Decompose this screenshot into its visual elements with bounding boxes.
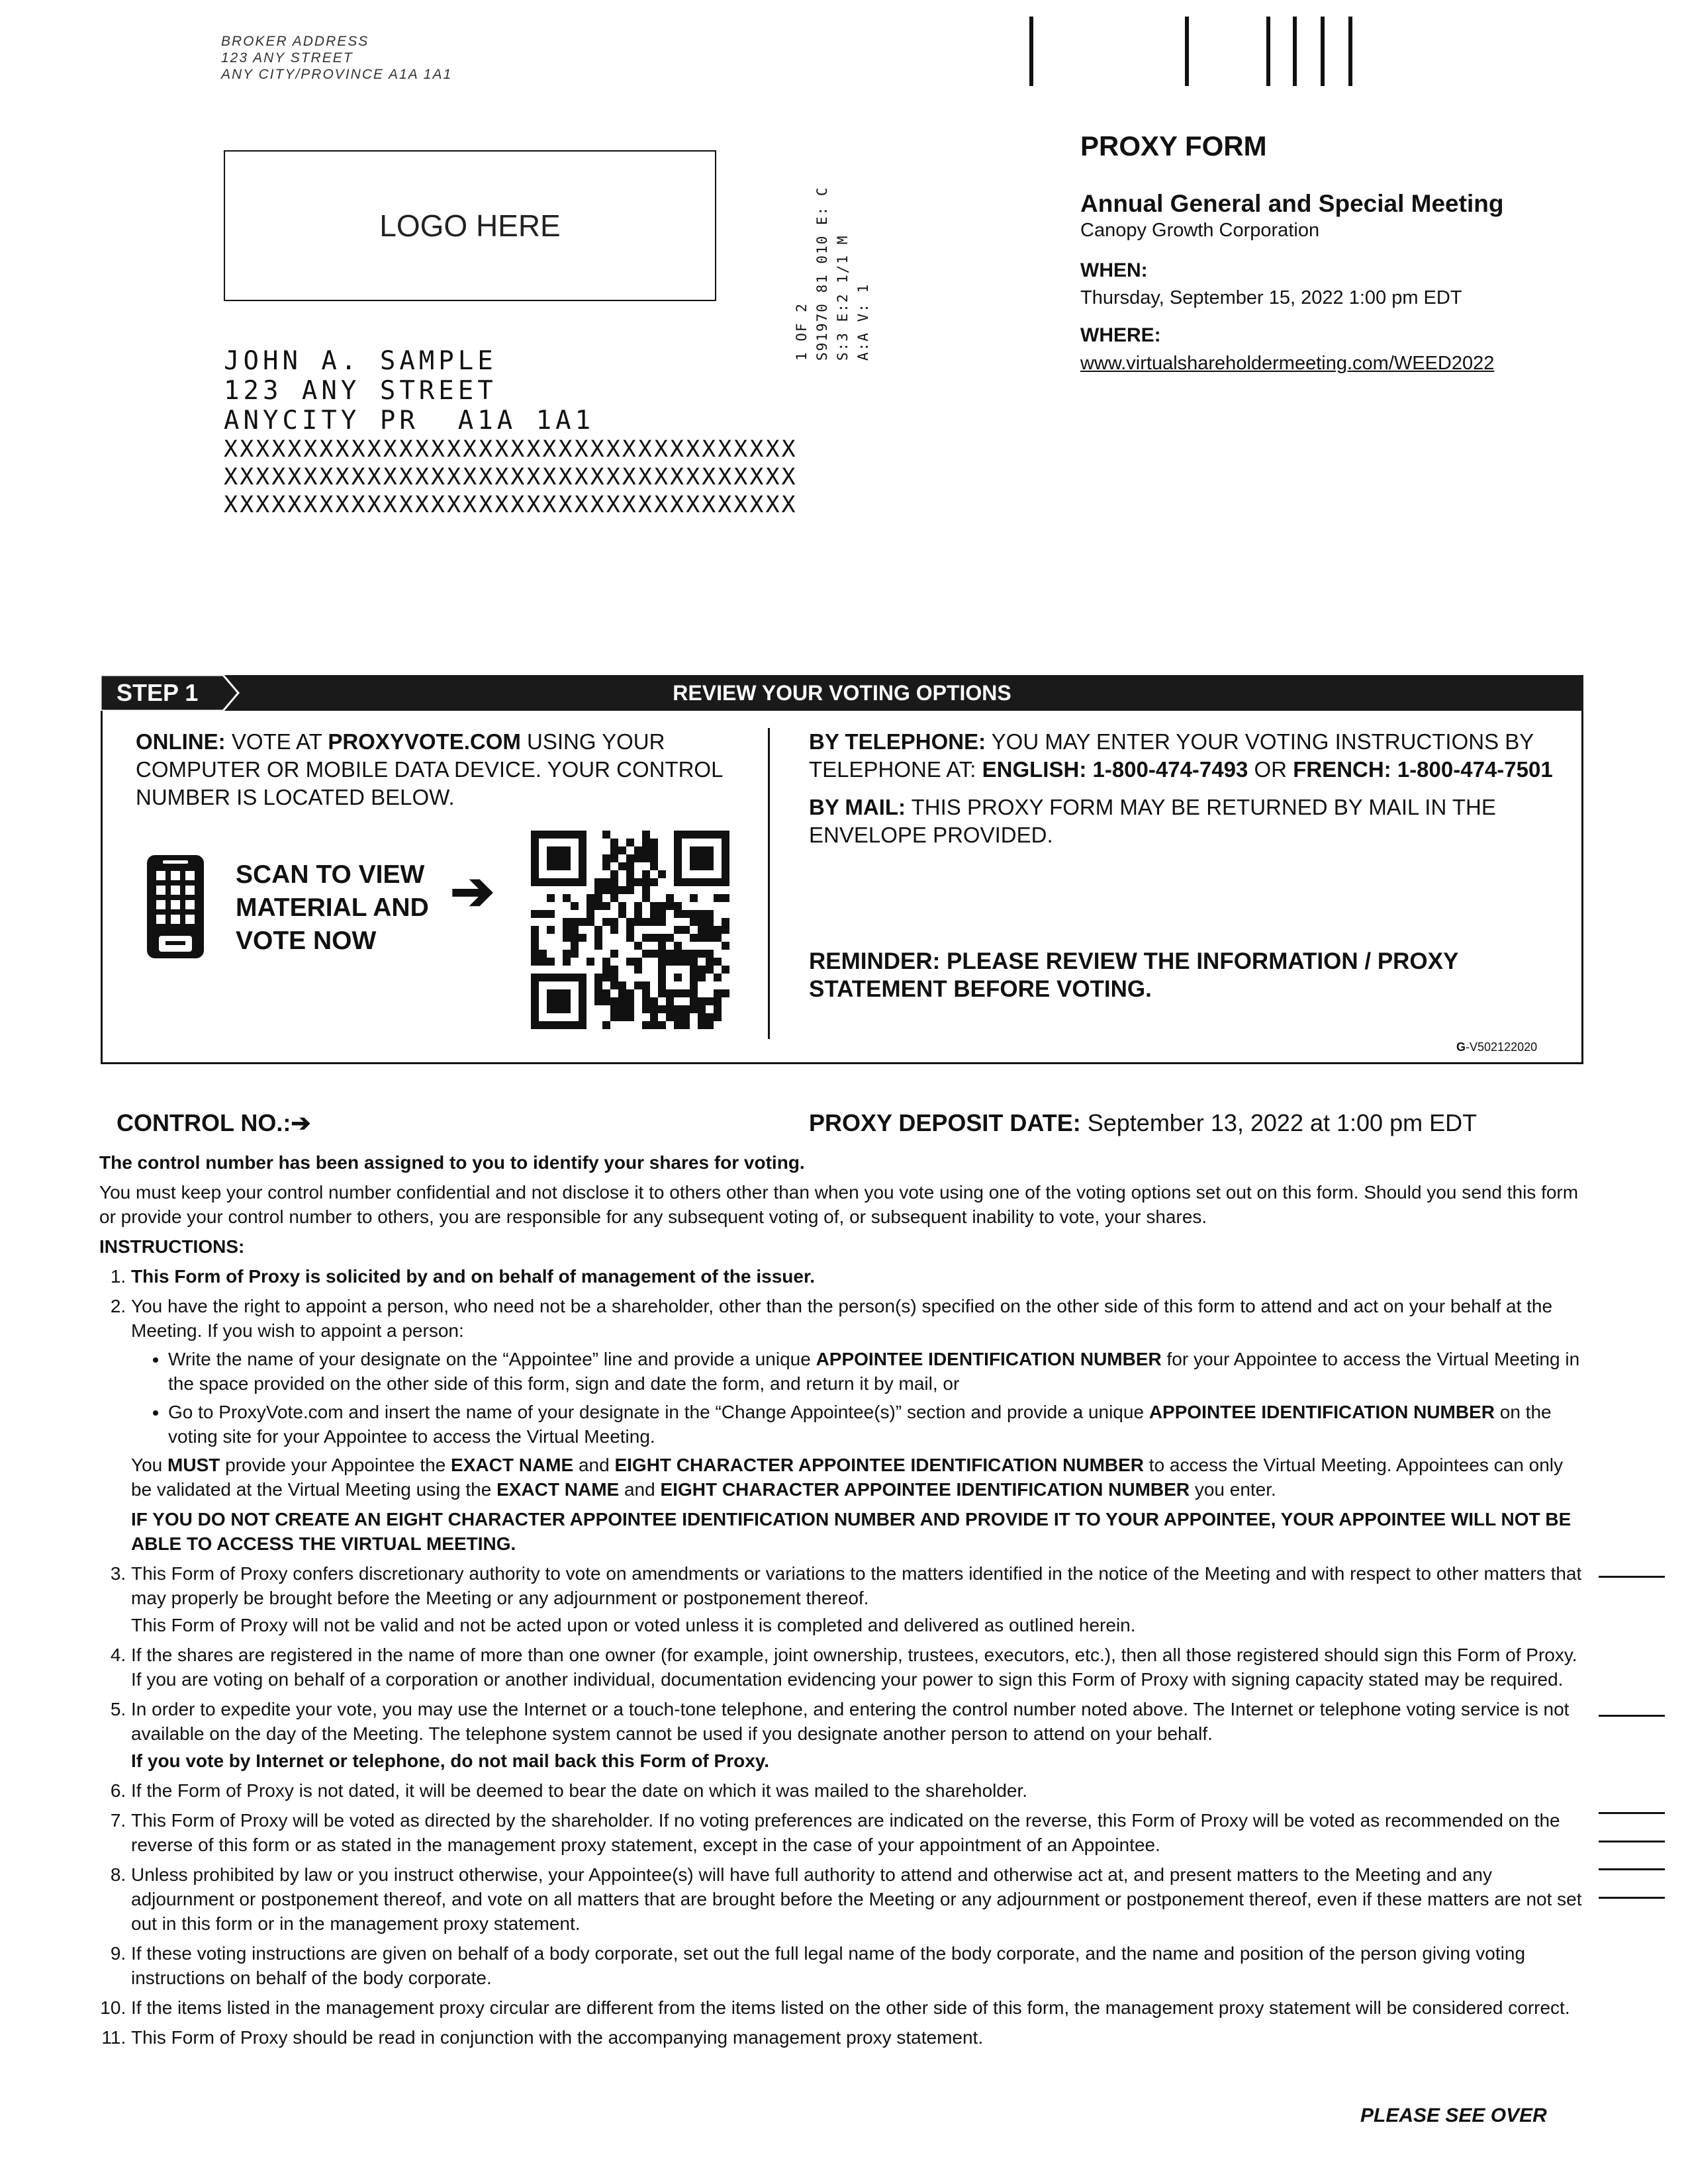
appointee-options (131, 1347, 1583, 1449)
tracking-line: S:3 E:2 1/1 M (835, 234, 851, 361)
options-divider (768, 728, 770, 1039)
list-item (131, 2025, 1583, 2050)
instruction-text: If the Form of Proxy is not dated, it will be deemed to bear the date on which it was mailed to the shareholder. (131, 1780, 1028, 1801)
margin-tick (1599, 1812, 1665, 1814)
bullet-text: Write the name of your designate on the “Appointee” line and provide a unique (168, 1349, 816, 1369)
list-item (131, 1941, 1583, 1990)
list-item (131, 1862, 1583, 1936)
postal-barcode (1029, 17, 1360, 86)
scan-line: SCAN TO VIEW (236, 860, 425, 889)
list-item (131, 1778, 1583, 1803)
mail-option (809, 794, 1564, 849)
form-code (1456, 1040, 1537, 1054)
tracking-line: S91970 81 010 E: C (814, 186, 830, 361)
recipient-line: JOHN A. SAMPLE (224, 346, 497, 376)
instructions-list (99, 1264, 1583, 2050)
margin-tick (1599, 1576, 1665, 1578)
meeting-link[interactable]: www.virtualshareholdermeeting.com/WEED2022 (1080, 353, 1495, 374)
instruction-text: This Form of Proxy confers discretionary authority to vote on amendments or variations to the matters identified in the notice of the Meeting and with respect to other matters that may properly be brought before the Meeting or any adjournment or postponement thereof. (131, 1563, 1582, 1608)
instructions-body (99, 1150, 1583, 2055)
online-label: ONLINE: (136, 729, 226, 754)
instruction-text: If the items listed in the management proxy circular are different from the items listed on the other side of this form, the management proxy statement will be considered correct. (131, 1997, 1570, 2018)
telephone-option (809, 728, 1564, 784)
warning-note: IF YOU DO NOT CREATE AN EIGHT CHARACTER APPOINTEE IDENTIFICATION NUMBER AND PROVIDE IT TO YOUR APPOINTEE, YOUR APPOINTEE WILL NOT BE ABLE TO ACCESS THE VIRTUAL MEETING. (131, 1509, 1571, 1554)
online-text: USING YOUR COMPUTER OR MOBILE DATA DEVICE. YOUR CONTROL NUMBER IS LOCATED BELOW. (136, 729, 723, 809)
logo-placeholder (224, 150, 716, 301)
deposit-value: September 13, 2022 at 1:00 pm EDT (1080, 1109, 1477, 1136)
form-code-prefix: G (1456, 1040, 1466, 1054)
bullet-text: on the voting site for your Appointee to access the Virtual Meeting. (168, 1402, 1552, 1447)
telephone-label: BY TELEPHONE: (809, 729, 986, 754)
instruction-text: This Form of Proxy will be voted as directed by the shareholder. If no voting preferences are indicated on the reverse, this Form of Proxy will be voted as recommended on the reverse of this form or as stated in the management proxy statement, except in the case of your appointment of an Appointee. (131, 1810, 1560, 1855)
instruction-text: If the shares are registered in the name of more than one owner (for example, joint ownership, trustees, executors, etc.), then all those registered should sign this Form of Proxy. If you are voting on behalf of a corporation or another individual, documentation evidencing your power to sign this Form of Proxy with signing capacity stated may be required. (131, 1645, 1577, 1690)
list-item (131, 1643, 1583, 1692)
mail-label: BY MAIL: (809, 795, 906, 819)
meeting-name: Annual General and Special Meeting (1080, 190, 1504, 217)
english-phone[interactable]: ENGLISH: 1-800-474-7493 (982, 757, 1248, 782)
scan-line: MATERIAL AND (236, 893, 429, 922)
instruction-text: This Form of Proxy should be read in conjunction with the accompanying management proxy statement. (131, 2027, 984, 2048)
online-option (136, 728, 745, 811)
list-item (168, 1347, 1583, 1396)
instruction-text: If you vote by Internet or telephone, do not mail back this Form of Proxy. (131, 1751, 770, 1771)
when-label: WHEN: (1080, 259, 1148, 281)
assigned-note: The control number has been assigned to you to identify your shares for voting. (99, 1152, 805, 1173)
list-item (131, 1264, 1583, 1289)
tracking-codes (792, 136, 871, 361)
instruction-text: If these voting instructions are given on behalf of a body corporate, set out the full legal name of the body corporate, and the name and position of the person giving voting instructions on behalf of the body corporate. (131, 1943, 1526, 1988)
bullet-emphasis: APPOINTEE IDENTIFICATION NUMBER (816, 1349, 1162, 1369)
instruction-text: This Form of Proxy is solicited by and on behalf of management of the issuer. (131, 1266, 816, 1287)
list-item (131, 1697, 1583, 1773)
bullet-text: Go to ProxyVote.com and insert the name of your designate in the “Change Appointee(s)” section and provide a unique (168, 1402, 1149, 1422)
scan-line: VOTE NOW (236, 927, 377, 955)
mobile-phone-icon (146, 854, 205, 960)
recipient-line: 123 ANY STREET (224, 376, 497, 406)
tracking-line: A:A V: 1 (855, 283, 871, 361)
list-item (131, 1294, 1583, 1556)
margin-tick (1599, 1841, 1665, 1843)
bullet-text: for your Appointee to access the Virtual Meeting in the space provided on the other side of this form, sign and date the form, and return it by mail, or (168, 1349, 1580, 1394)
step-label: STEP 1 (117, 679, 199, 706)
arrow-right-icon: ➔ (450, 862, 495, 921)
reminder-text: REMINDER: PLEASE REVIEW THE INFORMATION / PROXY STATEMENT BEFORE VOTING. (809, 948, 1458, 1002)
instruction-text: In order to expedite your vote, you may use the Internet or a touch-tone telephone, and entering the control number noted above. The Internet or telephone voting service is not available on the day of the Meeting. The telephone system cannot be used if you designate another person to attend on your behalf. (131, 1699, 1570, 1744)
masked-line: XXXXXXXXXXXXXXXXXXXXXXXXXXXXXXXXXXXX (224, 492, 798, 518)
bullet-emphasis: APPOINTEE IDENTIFICATION NUMBER (1149, 1402, 1495, 1422)
french-phone[interactable]: FRENCH: 1-800-474-7501 (1293, 757, 1553, 782)
broker-line: 123 ANY STREET (221, 50, 353, 66)
company-name: Canopy Growth Corporation (1080, 220, 1320, 241)
telephone-text: YOU MAY ENTER YOUR VOTING INSTRUCTIONS BY TELEPHONE AT: (809, 729, 1534, 782)
form-code-number: -V502122020 (1466, 1040, 1538, 1054)
recipient-address (224, 346, 798, 519)
qr-code[interactable] (531, 831, 729, 1029)
proxy-deposit-date (809, 1109, 1477, 1137)
mail-text: THIS PROXY FORM MAY BE RETURNED BY MAIL IN THE ENVELOPE PROVIDED. (809, 795, 1496, 847)
broker-address (221, 33, 452, 83)
instruction-text: Unless prohibited by law or you instruct otherwise, your Appointee(s) will have full authority to attend and otherwise act at, and present matters to the Meeting and any adjournment or postponement thereof, and vote on all matters that are brought before the Meeting or any adjournment or postponement thereof, even if these matters are not set out in this form or in the management proxy statement. (131, 1864, 1582, 1934)
margin-tick (1599, 1897, 1665, 1899)
list-item (168, 1400, 1583, 1449)
must-provide-note: You MUST provide your Appointee the EXACT NAME and EIGHT CHARACTER APPOINTEE IDENTIFICATION NUMBER to access the Virtual Meeting. Appointees can only be validated at the Virtual Meeting using the EXACT NAME and EIGHT CHARACTER APPOINTEE IDENTIFICATION NUMBER you enter. (131, 1455, 1563, 1500)
scan-instructions (236, 858, 461, 958)
logo-text: LOGO HERE (379, 208, 561, 243)
margin-tick (1599, 1868, 1665, 1870)
instruction-text: This Form of Proxy will not be valid and not be acted upon or voted unless it is completed and delivered as outlined herein. (131, 1615, 1136, 1635)
list-item (131, 1995, 1583, 2020)
masked-line: XXXXXXXXXXXXXXXXXXXXXXXXXXXXXXXXXXXX (224, 436, 798, 463)
instructions-heading: INSTRUCTIONS: (99, 1236, 245, 1257)
where-label: WHERE: (1080, 324, 1161, 346)
step-title: REVIEW YOUR VOTING OPTIONS (673, 681, 1011, 705)
please-see-over: PLEASE SEE OVER (1360, 2105, 1547, 2126)
margin-tick (1599, 1715, 1665, 1717)
page-title: PROXY FORM (1080, 130, 1267, 161)
masked-line: XXXXXXXXXXXXXXXXXXXXXXXXXXXXXXXXXXXX (224, 464, 798, 490)
tracking-line: 1 OF 2 (794, 302, 810, 361)
when-value: Thursday, September 15, 2022 1:00 pm EDT (1080, 287, 1462, 308)
online-text: VOTE AT (225, 729, 328, 754)
confidential-note: You must keep your control number confidential and not disclose it to others other than when you vote using one of the voting options set out on this form. Should you send this form or provide your control number to others, you are responsible for any subsequent voting of, or subsequent inability to vote, your shares. (99, 1182, 1579, 1227)
list-item (131, 1561, 1583, 1637)
broker-line: BROKER ADDRESS (221, 34, 369, 49)
instruction-text: You have the right to appoint a person, who need not be a shareholder, other than the person(s) specified on the other side of this form to attend and act on your behalf at the Meeting. If you wish to appoint a person: (131, 1296, 1553, 1341)
recipient-line: ANYCITY PR A1A 1A1 (224, 406, 595, 435)
control-number-label: CONTROL NO.:➔ (117, 1109, 311, 1136)
list-item (131, 1808, 1583, 1857)
proxyvote-link[interactable]: PROXYVOTE.COM (328, 729, 521, 754)
telephone-or: OR (1248, 757, 1293, 782)
broker-line: ANY CITY/PROVINCE A1A 1A1 (221, 67, 453, 82)
deposit-label: PROXY DEPOSIT DATE: (809, 1109, 1081, 1136)
